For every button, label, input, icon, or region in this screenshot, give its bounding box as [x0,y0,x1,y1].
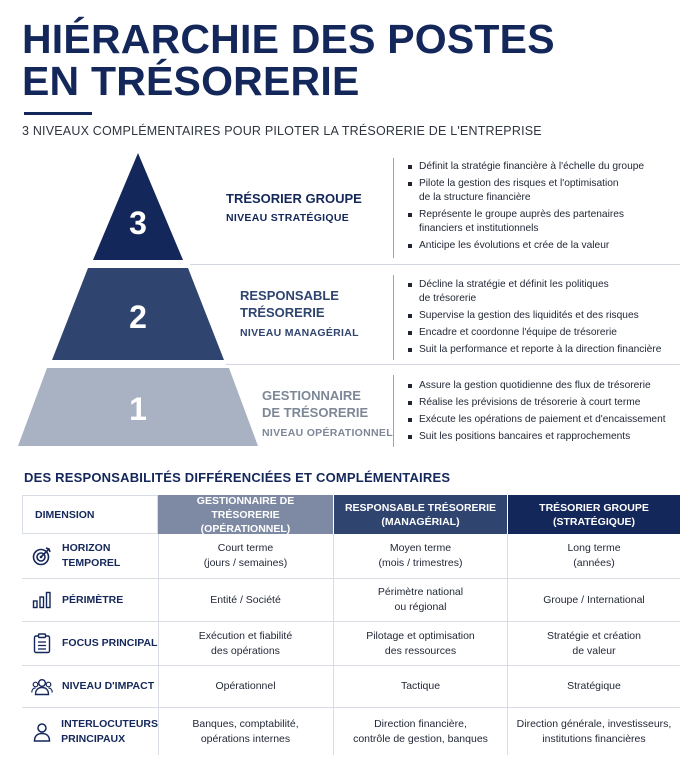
cell-responsable [334,534,507,578]
tier-1-number: 1 [129,391,147,427]
title-line-1: HIÉRARCHIE DES POSTES [22,16,555,62]
row-label-line-1: NIVEAU D'IMPACT [62,680,155,692]
level-2-title [240,287,339,321]
row-label-line-2: PRINCIPAUX [61,732,126,745]
row-label-line-1: FOCUS PRINCIPAL [62,637,158,649]
cell-tresorier [508,579,680,621]
header-tresorier-line-1: TRÉSORIER GROUPE [539,501,649,514]
cell-gestionnaire [158,666,333,707]
cell-tresorier [508,622,680,665]
cell-line: Tactique [400,680,441,692]
cell-line: Banques, comptabilité, [192,717,299,730]
cell-line: Opérationnel [215,680,276,692]
cell-line: de valeur [572,644,616,657]
bullet-item: Encadre et coordonne l'équipe de trésorerie [406,326,692,340]
cell-line: (mois / trimestres) [378,557,463,569]
bar-chart-icon [22,591,62,609]
header-responsable [334,495,507,534]
level-1-title-line-1: GESTIONNAIRE [262,388,361,403]
cell-line: ou régional [394,601,447,613]
row-dimension [22,666,158,707]
level-2-separator [393,275,394,360]
people-icon [22,678,62,696]
cell-line: Exécution et fiabilité [198,629,293,642]
header-gestionnaire-line-2: (OPÉRATIONNEL) [200,522,291,535]
cell-gestionnaire [158,534,333,578]
bullet-item: Réalise les prévisions de trésorerie à court terme [406,396,692,410]
cell-gestionnaire [158,579,333,621]
level-divider-lower [226,364,680,365]
level-3-subtitle: NIVEAU STRATÉGIQUE [226,212,350,224]
bullet-item: Pilote la gestion des risques et l'optimisation de la structure financière [406,177,692,205]
level-2-title-line-2: TRÉSORERIE [240,305,325,320]
header-dimension: DIMENSION [22,495,158,534]
row-dimension [22,534,158,578]
cell-line: (jours / semaines) [203,557,288,569]
page-title [22,18,682,102]
cell-tresorier [508,708,680,755]
cell-line: Pilotage et optimisation [366,629,475,642]
cell-responsable [334,579,507,621]
level-3-separator [393,158,394,258]
level-1-bullets [406,379,692,447]
cell-responsable [334,666,507,707]
tier-3-number: 3 [129,205,147,241]
cell-responsable [334,708,507,755]
cell-line: Entité / Société [210,593,281,606]
title-line-2: EN TRÉSORERIE [22,58,360,104]
table-row [22,579,680,622]
header-gestionnaire [158,495,333,534]
responsibilities-section-title: DES RESPONSABILITÉS DIFFÉRENCIÉES ET COMPLÉMENTAIRES [24,470,451,485]
cell-line: Stratégique [567,680,621,692]
table-row [22,708,680,755]
cell-line: Long terme [567,542,621,554]
cell-gestionnaire [158,622,333,665]
cell-line: Direction générale, investisseurs, [516,717,672,730]
bullet-item: Décline la stratégie et définit les politiques de trésorerie [406,278,692,306]
header-responsable-line-1: RESPONSABLE TRÉSORERIE [344,501,497,514]
responsibilities-table [22,495,680,755]
level-1-title-line-2: DE TRÉSORERIE [262,405,369,420]
bullet-item: Supervise la gestion des liquidités et des risques [406,309,692,323]
cell-line: opérations internes [200,732,291,745]
row-dimension [22,622,158,665]
cell-line: Groupe / International [543,593,645,606]
level-divider-upper [190,264,680,265]
level-2-bullets [406,278,692,360]
cell-line: Direction financière, [374,717,467,730]
cell-line: des opérations [211,644,280,657]
header-responsable-line-2: (MANAGÉRIAL) [381,515,460,528]
table-row [22,534,680,579]
page-subtitle: 3 NIVEAUX COMPLÉMENTAIRES POUR PILOTER LA TRÉSORERIE DE L'ENTREPRISE [22,124,542,138]
cell-tresorier [508,666,680,707]
bullet-item: Anticipe les évolutions et crée de la valeur [406,239,692,253]
bullet-item: Définit la stratégie financière à l'échelle du groupe [406,160,692,174]
cell-line: des ressources [384,644,457,657]
title-underline [24,112,92,115]
cell-line: Moyen terme [389,542,452,554]
row-label-line-2: TEMPOREL [62,557,121,569]
cell-line: institutions financières [542,732,646,745]
header-gestionnaire-line-1: GESTIONNAIRE DE TRÉSORERIE [196,494,295,521]
level-3-title [226,190,362,207]
cell-tresorier [508,534,680,578]
header-tresorier [508,495,680,534]
bullet-item: Suit les positions bancaires et rapprochements [406,430,692,444]
row-label-line-1: INTERLOCUTEURS [61,717,158,730]
bullet-item: Exécute les opérations de paiement et d'encaissement [406,413,692,427]
cell-line: Stratégie et création [547,629,641,642]
cell-responsable [334,622,507,665]
bullet-item: Suit la performance et reporte à la direction financière [406,343,692,357]
table-row [22,622,680,666]
cell-line: contrôle de gestion, banques [353,732,488,745]
user-icon [22,722,61,742]
clipboard-icon [22,633,62,654]
row-dimension [22,708,158,755]
header-tresorier-line-2: (STRATÉGIQUE) [552,515,636,528]
level-3-title-line-1: TRÉSORIER GROUPE [226,191,362,206]
level-1-subtitle: NIVEAU OPÉRATIONNEL [262,427,393,439]
cell-gestionnaire [158,708,333,755]
cell-line: (années) [573,557,615,569]
tier-2-number: 2 [129,299,147,335]
level-1-separator [393,375,394,447]
bullet-item: Représente le groupe auprès des partenaires financiers et institutionnels [406,208,692,236]
bullet-item: Assure la gestion quotidienne des flux de trésorerie [406,379,692,393]
row-label-line-1: PÉRIMÈTRE [62,593,124,606]
level-3-bullets [406,160,692,256]
level-1-title [262,387,368,421]
level-2-title-line-1: RESPONSABLE [240,288,339,303]
cell-line: Court terme [217,542,274,554]
level-2-subtitle: NIVEAU MANAGÉRIAL [240,327,359,339]
table-row [22,666,680,708]
row-label-line-1: HORIZON [62,542,111,554]
row-dimension [22,579,158,621]
cell-line: Périmètre national [377,586,464,598]
target-icon [22,546,62,566]
